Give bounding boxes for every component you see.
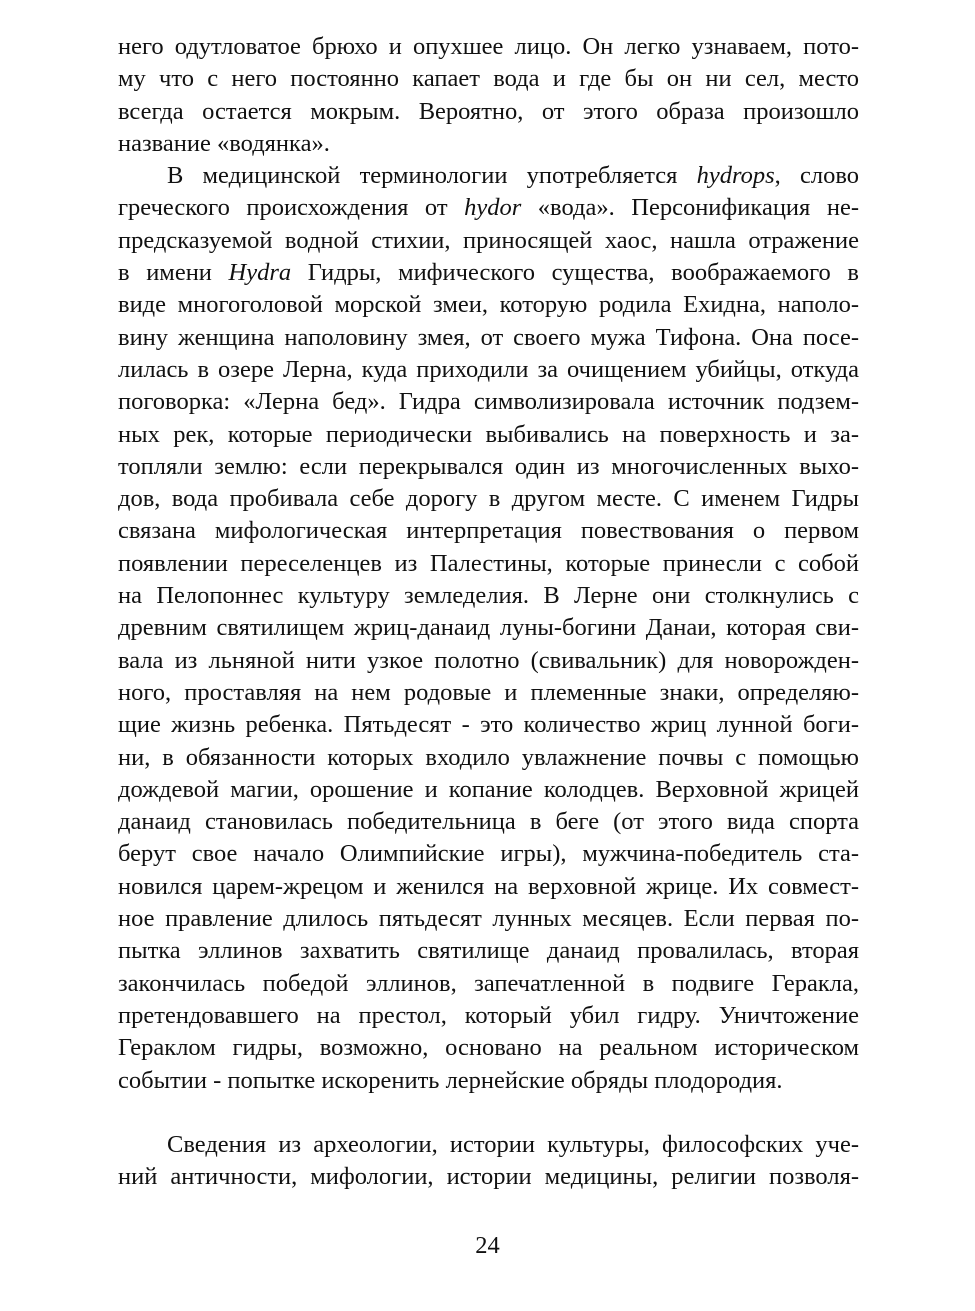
- text-line: всегда остается мокрым. Вероятно, от этого образа произошло: [118, 97, 859, 125]
- text-line: дождевой магии, орошение и копание колодцев. Верховной жрицей: [118, 775, 859, 803]
- latin-term: Hydra: [228, 259, 292, 287]
- text-line: [118, 192, 859, 224]
- paragraph-3: [118, 1129, 859, 1194]
- paragraph-gap: [118, 1097, 859, 1129]
- text-run: Гидры, мифического существа, воображаемого в: [291, 259, 859, 287]
- text-line: вину женщина наполовину змея, от своего мужа Тифона. Она посе-: [118, 323, 859, 351]
- text-line: название «водянка».: [118, 129, 330, 157]
- text-line: виде многоголовой морской змеи, которую родила Ехидна, наполо-: [118, 291, 859, 319]
- text-line: поговорка: «Лерна бед». Гидра символизировала источник подзем-: [118, 388, 859, 416]
- text-line: пытка эллинов захватить святилище данаид провалилась, вторая: [118, 937, 859, 965]
- text-run: греческого происхождения от: [118, 194, 465, 222]
- text-line: данаид становилась победительница в беге (от этого вида спорта: [118, 808, 859, 836]
- page-number: 24: [475, 1232, 500, 1259]
- latin-term: hydrops: [696, 162, 775, 190]
- text-line: ного, проставляя на нем родовые и племенные знаки, определяю-: [118, 678, 859, 706]
- text-line: [118, 160, 859, 192]
- text-line: него одутловатое брюхо и опухшее лицо. Он легко узнаваем, пото-: [118, 33, 859, 60]
- text-line: дов, вода пробивала себе дорогу в другом месте. С именем Гидры: [118, 485, 859, 513]
- text-line: му что с него постоянно капает вода и где бы он ни сел, место: [118, 65, 859, 93]
- text-line: связана мифологическая интерпретация повествования о первом: [118, 517, 859, 545]
- paragraph-2: [118, 160, 859, 1097]
- text-line: ни, в обязанности которых входило увлажнение почвы с помощью: [118, 743, 859, 771]
- text-line: древним святилищем жриц-данаид луны-богини Данаи, которая сви-: [118, 614, 859, 642]
- text-run: «вода». Персонификация не-: [521, 194, 859, 222]
- text-line: событии - попытке искоренить лернейские обряды плодородия.: [118, 1066, 783, 1094]
- text-line: вала из льняной нити узкое полотно (свивальник) для новорожден-: [118, 646, 859, 674]
- latin-term: hydor: [464, 194, 522, 222]
- text-line: Гераклом гидры, возможно, основано на реальном историческом: [118, 1034, 859, 1062]
- text-line: топляли землю: если перекрывался один из многочисленных выхо-: [118, 452, 859, 480]
- text-line: претендовавшего на престол, который убил гидру. Уничтожение: [118, 1001, 859, 1029]
- text-run: В медицинской терминологии употребляется: [167, 162, 697, 190]
- text-line: новился царем-жрецом и женился на верховной жрице. Их совмест-: [118, 872, 859, 900]
- text-line: щие жизнь ребенка. Пятьдесят - это количество жриц лунной боги-: [118, 711, 859, 739]
- text-line: появлении переселенцев из Палестины, которые принесли с собой: [118, 549, 859, 577]
- text-line: предсказуемой водной стихии, приносящей хаос, нашла отражение: [118, 226, 859, 254]
- text-run: , слово: [774, 162, 859, 190]
- text-line: ний античности, мифологии, истории медицины, религии позволя-: [118, 1163, 859, 1191]
- text-line: на Пелопоннес культуру земледелия. В Лерне они столкнулись с: [118, 582, 859, 610]
- text-line: ных рек, которые периодически выбивались на поверхность и за-: [118, 420, 859, 448]
- text-line: берут свое начало Олимпийские игры), мужчина-победитель ста-: [118, 840, 859, 868]
- page-body: [118, 31, 859, 1193]
- text-run: в имени: [118, 259, 229, 287]
- text-line: лилась в озере Лерна, куда приходили за очищением убийцы, откуда: [118, 355, 859, 383]
- text-line: закончилась победой эллинов, запечатленной в подвиге Геракла,: [118, 969, 859, 997]
- text-line: Сведения из археологии, истории культуры, философских уче-: [167, 1130, 859, 1158]
- text-line: ное правление длилось пятьдесят лунных месяцев. Если первая по-: [118, 905, 859, 933]
- text-line: [118, 257, 859, 289]
- paragraph-1: [118, 31, 859, 160]
